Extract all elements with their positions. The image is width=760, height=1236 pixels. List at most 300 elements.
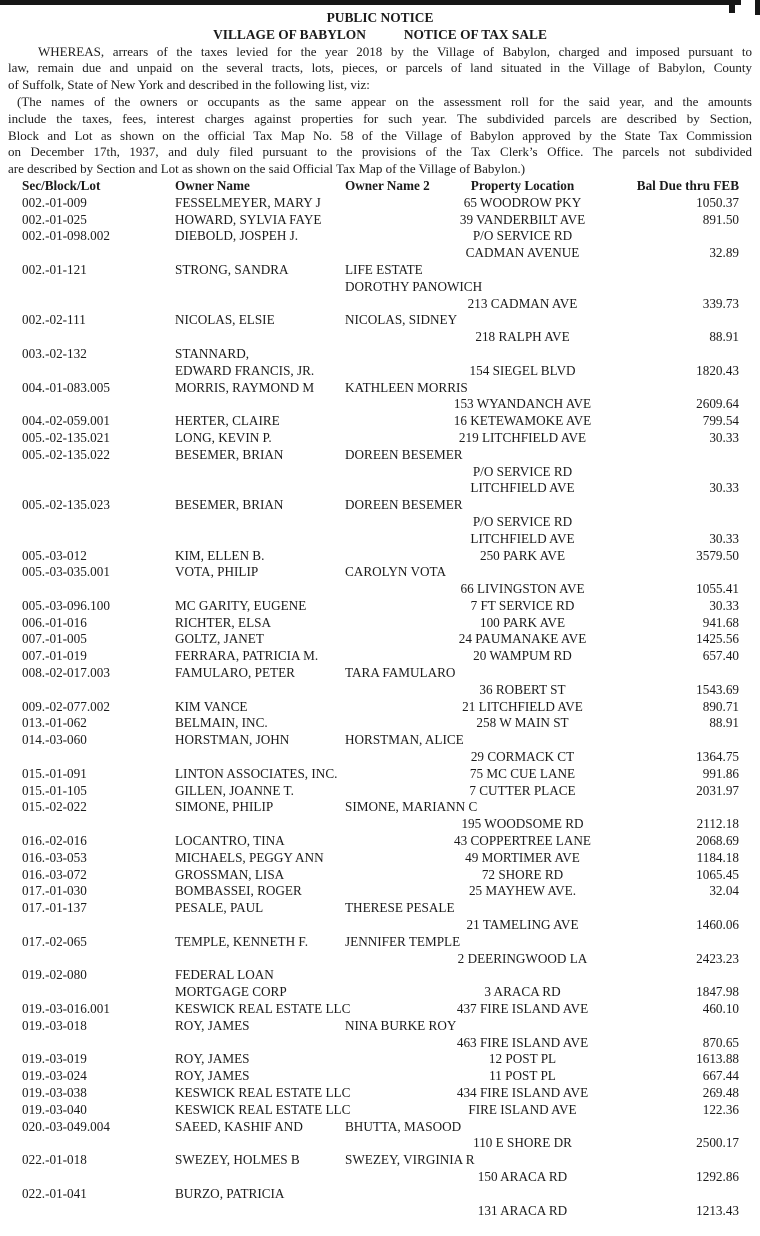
column-header-owner-name-2: Owner Name 2 xyxy=(345,177,430,193)
cell-owner-name-2: BHUTTA, MASOOD xyxy=(345,1118,462,1134)
cell-owner-name-2 xyxy=(345,883,440,900)
cell-owner-name-2 xyxy=(345,648,440,665)
cell-owner-name-2: JENNIFER TEMPLE xyxy=(345,933,461,949)
cell-owner-name: GROSSMAN, LISA xyxy=(175,866,285,882)
cell-sec-block-lot xyxy=(22,1203,175,1220)
cell-property-location: 218 RALPH AVE xyxy=(475,329,570,345)
cell-property-location: 29 CORMACK CT xyxy=(470,749,575,765)
cell-property-location: 25 MAYHEW AVE. xyxy=(468,883,577,899)
cell-owner-name-2 xyxy=(345,1135,440,1152)
cell-owner-name: SIMONE, PHILIP xyxy=(175,799,274,815)
cell-owner-name: GOLTZ, JANET xyxy=(175,631,264,647)
table-row xyxy=(22,749,752,766)
cell-property-location: 16 KETEWAMOKE AVE xyxy=(453,413,592,429)
cell-owner-name-2: KATHLEEN MORRIS xyxy=(345,379,468,395)
cell-sec-block-lot xyxy=(22,480,175,497)
paragraph-line: (The names of the owners or occupants as the same appear on the assessment roll for the said year, and the amounts xyxy=(17,93,752,109)
cell-owner-name-2: DOREEN BESEMER xyxy=(345,497,463,513)
cell-owner-name-2 xyxy=(345,329,440,346)
cell-property-location: 21 LITCHFIELD AVE xyxy=(462,698,583,714)
cell-property-location xyxy=(440,1152,605,1169)
cell-sec-block-lot: 002.-02-111 xyxy=(22,312,86,328)
cell-balance xyxy=(605,1119,752,1136)
cell-owner-name-2 xyxy=(345,1085,440,1102)
cell-sec-block-lot: 019.-03-038 xyxy=(22,1085,87,1100)
table-row xyxy=(22,430,752,447)
cell-balance: 1613.88 xyxy=(696,1051,739,1067)
cell-owner-name: FEDERAL LOAN xyxy=(175,967,274,983)
cell-sec-block-lot: 004.-02-059.001 xyxy=(22,413,110,429)
cell-property-location: 43 COPPERTREE LANE xyxy=(454,833,591,849)
cell-property-location xyxy=(440,1186,605,1203)
table-row xyxy=(22,329,752,346)
table-row xyxy=(22,1035,752,1052)
cell-owner-name: ROY, JAMES xyxy=(175,1068,250,1084)
cell-balance xyxy=(605,497,752,514)
cell-sec-block-lot: 005.-02-135.021 xyxy=(22,429,110,445)
cell-property-location xyxy=(440,279,605,296)
table-row xyxy=(22,883,752,900)
cell-property-location: 150 ARACA RD xyxy=(477,1168,568,1184)
cell-owner-name-2 xyxy=(345,850,440,867)
cell-owner-name: LINTON ASSOCIATES, INC. xyxy=(175,765,338,781)
cell-sec-block-lot xyxy=(22,581,175,598)
clipping-rule-tick xyxy=(729,0,735,13)
cell-owner-name: LOCANTRO, TINA xyxy=(175,833,285,849)
table-row xyxy=(22,447,752,464)
cell-property-location: P/O SERVICE RD xyxy=(472,513,573,529)
cell-owner-name: HOWARD, SYLVIA FAYE xyxy=(175,211,322,227)
cell-owner-name xyxy=(175,682,345,699)
table-row xyxy=(22,1018,752,1035)
cell-sec-block-lot: 002.-01-121 xyxy=(22,261,87,277)
cell-property-location: LITCHFIELD AVE xyxy=(470,530,575,546)
cell-property-location xyxy=(440,1018,605,1035)
cell-property-location: 100 PARK AVE xyxy=(479,614,565,630)
cell-owner-name xyxy=(175,1035,345,1052)
cell-property-location: 154 SIEGEL BLVD xyxy=(469,362,576,378)
table-row xyxy=(22,312,752,329)
cell-owner-name-2 xyxy=(345,228,440,245)
cell-balance: 991.86 xyxy=(702,765,739,781)
cell-owner-name: SAEED, KASHIF AND xyxy=(175,1118,303,1134)
cell-property-location: 11 POST PL xyxy=(489,1068,556,1084)
cell-property-location xyxy=(440,934,605,951)
cell-sec-block-lot xyxy=(22,984,175,1001)
cell-sec-block-lot: 009.-02-077.002 xyxy=(22,698,110,714)
paragraph-line: Block and Lot as shown on the official Tax Map No. 58 of the Village of Babylon approved by the State Tax Commission xyxy=(8,127,752,143)
cell-balance: 460.10 xyxy=(702,1001,739,1017)
tax-sale-table xyxy=(22,178,752,1219)
table-row xyxy=(22,1135,752,1152)
table-row xyxy=(22,665,752,682)
cell-owner-name-2: DOROTHY PANOWICH xyxy=(345,278,483,294)
cell-owner-name-2 xyxy=(345,867,440,884)
cell-owner-name: KESWICK REAL ESTATE LLC xyxy=(175,1001,351,1017)
paragraph-line: of Suffolk, State of New York and described in the following list, viz: xyxy=(8,77,370,93)
cell-property-location: FIRE ISLAND AVE xyxy=(468,1101,577,1117)
whereas-paragraph xyxy=(8,44,752,94)
cell-balance: 30.33 xyxy=(709,597,739,613)
cell-owner-name-2 xyxy=(345,531,440,548)
table-row xyxy=(22,900,752,917)
paragraph-line: include the taxes, fees, interest charges against properties for such year. The subdivided parcels are described by Section, xyxy=(8,110,752,126)
cell-sec-block-lot: 013.-01-062 xyxy=(22,715,87,731)
cell-sec-block-lot: 005.-02-135.022 xyxy=(22,446,110,462)
table-row xyxy=(22,464,752,481)
cell-balance xyxy=(605,312,752,329)
cell-property-location: 72 SHORE RD xyxy=(481,866,564,882)
cell-balance xyxy=(605,799,752,816)
cell-owner-name-2 xyxy=(345,715,440,732)
cell-owner-name-2: SIMONE, MARIANN C xyxy=(345,799,478,815)
cell-sec-block-lot xyxy=(22,531,175,548)
table-row xyxy=(22,497,752,514)
table-row xyxy=(22,346,752,363)
cell-property-location: 437 FIRE ISLAND AVE xyxy=(456,1001,589,1017)
cell-balance: 667.44 xyxy=(702,1068,739,1084)
cell-property-location xyxy=(440,732,605,749)
cell-owner-name: STRONG, SANDRA xyxy=(175,261,289,277)
cell-owner-name-2 xyxy=(345,346,440,363)
cell-property-location xyxy=(440,1119,605,1136)
table-row xyxy=(22,732,752,749)
cell-owner-name-2: CAROLYN VOTA xyxy=(345,564,447,580)
cell-owner-name-2 xyxy=(345,1051,440,1068)
cell-owner-name-2 xyxy=(345,951,440,968)
cell-property-location: LITCHFIELD AVE xyxy=(470,480,575,496)
cell-sec-block-lot: 016.-03-053 xyxy=(22,849,87,865)
cell-sec-block-lot: 005.-03-012 xyxy=(22,547,87,563)
column-header-bal-due-thru-feb: Bal Due thru FEB xyxy=(636,177,739,193)
table-row xyxy=(22,245,752,262)
cell-owner-name-2 xyxy=(345,699,440,716)
cell-owner-name xyxy=(175,396,345,413)
cell-property-location xyxy=(440,346,605,363)
cell-balance: 30.33 xyxy=(709,429,739,445)
cell-owner-name-2 xyxy=(345,480,440,497)
cell-sec-block-lot xyxy=(22,329,175,346)
cell-sec-block-lot: 019.-03-019 xyxy=(22,1051,87,1067)
column-header-owner-name: Owner Name xyxy=(175,177,250,193)
cell-owner-name: NICOLAS, ELSIE xyxy=(175,312,275,328)
cell-sec-block-lot: 016.-03-072 xyxy=(22,866,87,882)
cell-owner-name xyxy=(175,464,345,481)
table-row xyxy=(22,1102,752,1119)
table-row xyxy=(22,917,752,934)
cell-owner-name xyxy=(175,581,345,598)
cell-property-location: 110 E SHORE DR xyxy=(473,1135,572,1151)
cell-owner-name: MC GARITY, EUGENE xyxy=(175,597,307,613)
cell-owner-name-2 xyxy=(345,464,440,481)
subtitle-village-of-babylon: VILLAGE OF BABYLON xyxy=(213,26,366,42)
cell-owner-name: KIM, ELLEN B. xyxy=(175,547,265,563)
cell-owner-name-2 xyxy=(345,783,440,800)
cell-sec-block-lot: 017.-02-065 xyxy=(22,933,87,949)
cell-sec-block-lot: 022.-01-018 xyxy=(22,1152,87,1168)
table-header-row xyxy=(22,178,752,195)
cell-owner-name xyxy=(175,514,345,531)
cell-owner-name-2 xyxy=(345,631,440,648)
cell-owner-name-2 xyxy=(345,1068,440,1085)
cell-property-location: 258 W MAIN ST xyxy=(476,715,569,731)
table-row xyxy=(22,934,752,951)
cell-balance xyxy=(605,346,752,363)
cell-sec-block-lot: 015.-01-105 xyxy=(22,782,87,798)
cell-property-location xyxy=(440,799,605,816)
cell-sec-block-lot: 019.-02-080 xyxy=(22,967,87,983)
cell-balance xyxy=(605,279,752,296)
table-row xyxy=(22,867,752,884)
cell-property-location: 49 MORTIMER AVE xyxy=(465,849,580,865)
cell-owner-name: MICHAELS, PEGGY ANN xyxy=(175,849,324,865)
cell-property-location: P/O SERVICE RD xyxy=(472,228,573,244)
cell-owner-name: BOMBASSEI, ROGER xyxy=(175,883,302,899)
cell-balance: 32.89 xyxy=(709,245,739,261)
cell-balance: 1460.06 xyxy=(696,917,739,933)
cell-owner-name: VOTA, PHILIP xyxy=(175,564,259,580)
table-row xyxy=(22,715,752,732)
cell-sec-block-lot xyxy=(22,1035,175,1052)
cell-balance: 88.91 xyxy=(709,715,739,731)
table-row xyxy=(22,631,752,648)
cell-owner-name xyxy=(175,816,345,833)
cell-sec-block-lot: 019.-03-016.001 xyxy=(22,1001,110,1017)
cell-sec-block-lot xyxy=(22,1135,175,1152)
table-row xyxy=(22,1119,752,1136)
cell-property-location: CADMAN AVENUE xyxy=(465,245,580,261)
clipping-rule-top xyxy=(0,0,741,5)
cell-balance xyxy=(605,1152,752,1169)
table-row xyxy=(22,833,752,850)
cell-property-location: 24 PAUMANAKE AVE xyxy=(458,631,587,647)
cell-sec-block-lot: 008.-02-017.003 xyxy=(22,665,110,681)
cell-balance xyxy=(605,447,752,464)
cell-property-location: 21 TAMELING AVE xyxy=(466,917,579,933)
cell-balance xyxy=(605,1186,752,1203)
table-row xyxy=(22,783,752,800)
cell-owner-name-2 xyxy=(345,766,440,783)
clipping-rule-corner xyxy=(755,0,760,15)
cell-property-location: 153 WYANDANCH AVE xyxy=(453,396,592,412)
cell-balance: 3579.50 xyxy=(696,547,739,563)
cell-balance: 870.65 xyxy=(702,1034,739,1050)
cell-owner-name xyxy=(175,1169,345,1186)
cell-balance: 891.50 xyxy=(702,211,739,227)
subtitle-notice-of-tax-sale: NOTICE OF TAX SALE xyxy=(403,26,547,42)
cell-property-location: 75 MC CUE LANE xyxy=(469,765,576,781)
assessment-roll-paragraph xyxy=(8,94,752,178)
cell-owner-name: FERRARA, PATRICIA M. xyxy=(175,648,319,664)
cell-owner-name-2 xyxy=(345,581,440,598)
cell-property-location: 434 FIRE ISLAND AVE xyxy=(456,1085,589,1100)
cell-owner-name: BESEMER, BRIAN xyxy=(175,497,284,513)
cell-balance xyxy=(605,228,752,245)
table-row xyxy=(22,984,752,1001)
cell-balance: 1364.75 xyxy=(696,749,739,765)
cell-property-location xyxy=(440,312,605,329)
cell-owner-name-2 xyxy=(345,296,440,313)
cell-balance xyxy=(605,380,752,397)
cell-property-location: 2 DEERINGWOOD LA xyxy=(457,950,588,966)
table-row xyxy=(22,816,752,833)
cell-property-location: 213 CADMAN AVE xyxy=(467,295,578,311)
cell-sec-block-lot: 020.-03-049.004 xyxy=(22,1118,110,1134)
cell-owner-name xyxy=(175,329,345,346)
table-row xyxy=(22,228,752,245)
cell-owner-name-2 xyxy=(345,396,440,413)
cell-balance: 2031.97 xyxy=(696,782,739,798)
cell-owner-name-2: HORSTMAN, ALICE xyxy=(345,732,464,748)
cell-sec-block-lot xyxy=(22,951,175,968)
cell-owner-name-2: NINA BURKE ROY xyxy=(345,1017,457,1033)
cell-property-location xyxy=(440,564,605,581)
cell-property-location: 65 WOODROW PKY xyxy=(463,194,582,210)
column-header-property-location: Property Location xyxy=(470,177,575,193)
cell-sec-block-lot: 015.-02-022 xyxy=(22,799,87,815)
cell-property-location xyxy=(440,665,605,682)
table-row xyxy=(22,413,752,430)
cell-property-location: P/O SERVICE RD xyxy=(472,463,573,479)
cell-balance xyxy=(605,564,752,581)
cell-owner-name xyxy=(175,531,345,548)
cell-sec-block-lot: 017.-01-030 xyxy=(22,883,87,899)
table-row xyxy=(22,363,752,380)
cell-property-location: 250 PARK AVE xyxy=(479,547,565,563)
cell-sec-block-lot xyxy=(22,682,175,699)
table-row xyxy=(22,951,752,968)
cell-property-location: 20 WAMPUM RD xyxy=(473,648,572,664)
table-row xyxy=(22,648,752,665)
cell-sec-block-lot: 003.-02-132 xyxy=(22,345,87,361)
cell-owner-name: DIEBOLD, JOSPEH J. xyxy=(175,228,299,244)
cell-owner-name-2 xyxy=(345,1102,440,1119)
cell-owner-name-2 xyxy=(345,212,440,229)
cell-property-location xyxy=(440,900,605,917)
table-row xyxy=(22,531,752,548)
cell-sec-block-lot: 017.-01-137 xyxy=(22,900,87,916)
cell-owner-name: MORRIS, RAYMOND M xyxy=(175,379,315,395)
table-row xyxy=(22,564,752,581)
page-title: PUBLIC NOTICE xyxy=(326,10,434,25)
cell-sec-block-lot: 015.-01-091 xyxy=(22,765,87,781)
cell-owner-name: GILLEN, JOANNE T. xyxy=(175,782,294,798)
cell-sec-block-lot: 019.-03-040 xyxy=(22,1101,87,1117)
cell-sec-block-lot: 007.-01-005 xyxy=(22,631,87,647)
table-row xyxy=(22,1051,752,1068)
cell-sec-block-lot: 002.-01-009 xyxy=(22,194,87,210)
cell-property-location: 12 POST PL xyxy=(488,1051,557,1067)
table-row xyxy=(22,262,752,279)
cell-owner-name-2 xyxy=(345,195,440,212)
paragraph-line: WHEREAS, arrears of the taxes levied for the year 2018 by the Village of Babylon, charged and imposed pursuant to xyxy=(38,43,752,59)
cell-owner-name: KESWICK REAL ESTATE LLC xyxy=(175,1085,351,1100)
cell-sec-block-lot: 005.-03-096.100 xyxy=(22,597,110,613)
cell-sec-block-lot: 019.-03-018 xyxy=(22,1017,87,1033)
cell-property-location: 219 LITCHFIELD AVE xyxy=(458,429,587,445)
cell-balance: 269.48 xyxy=(702,1085,739,1100)
cell-sec-block-lot xyxy=(22,514,175,531)
cell-sec-block-lot xyxy=(22,816,175,833)
cell-balance: 657.40 xyxy=(702,648,739,664)
cell-sec-block-lot: 022.-01-041 xyxy=(22,1185,87,1201)
paragraph-line: law, remain due and unpaid on the several tracts, lots, pieces, or parcels of land situated in the Village of Babylon, County xyxy=(8,60,752,76)
cell-sec-block-lot xyxy=(22,917,175,934)
cell-owner-name: MORTGAGE CORP xyxy=(175,984,287,1000)
cell-property-location: 3 ARACA RD xyxy=(484,984,561,1000)
cell-property-location xyxy=(440,262,605,279)
cell-balance: 1050.37 xyxy=(696,194,739,210)
cell-property-location xyxy=(440,497,605,514)
cell-owner-name-2: THERESE PESALE xyxy=(345,900,455,916)
cell-owner-name: KIM VANCE xyxy=(175,698,248,714)
cell-owner-name: HORSTMAN, JOHN xyxy=(175,732,290,748)
table-row xyxy=(22,598,752,615)
cell-sec-block-lot xyxy=(22,279,175,296)
cell-balance: 941.68 xyxy=(702,614,739,630)
notice-subtitle xyxy=(8,27,752,44)
cell-owner-name: EDWARD FRANCIS, JR. xyxy=(175,362,315,378)
cell-owner-name xyxy=(175,296,345,313)
cell-owner-name: SWEZEY, HOLMES B xyxy=(175,1152,300,1168)
cell-property-location xyxy=(440,447,605,464)
cell-balance: 1425.56 xyxy=(696,631,739,647)
cell-owner-name: BELMAIN, INC. xyxy=(175,715,268,731)
cell-owner-name-2: NICOLAS, SIDNEY xyxy=(345,312,458,328)
cell-balance xyxy=(605,900,752,917)
cell-property-location: 463 FIRE ISLAND AVE xyxy=(456,1034,589,1050)
cell-owner-name-2 xyxy=(345,967,440,984)
cell-owner-name-2 xyxy=(345,816,440,833)
cell-owner-name-2: SWEZEY, VIRGINIA R xyxy=(345,1152,475,1168)
cell-balance: 2500.17 xyxy=(696,1135,739,1151)
cell-owner-name-2 xyxy=(345,1169,440,1186)
table-row xyxy=(22,380,752,397)
cell-property-location xyxy=(440,967,605,984)
cell-owner-name-2 xyxy=(345,615,440,632)
table-row xyxy=(22,212,752,229)
cell-sec-block-lot: 005.-03-035.001 xyxy=(22,564,110,580)
cell-owner-name-2 xyxy=(345,1186,440,1203)
cell-sec-block-lot xyxy=(22,464,175,481)
cell-owner-name-2 xyxy=(345,1203,440,1220)
cell-sec-block-lot: 007.-01-019 xyxy=(22,648,87,664)
cell-balance: 1184.18 xyxy=(696,849,739,865)
cell-property-location: 36 ROBERT ST xyxy=(479,681,566,697)
cell-owner-name-2 xyxy=(345,682,440,699)
table-row xyxy=(22,1186,752,1203)
table-body xyxy=(22,195,752,1220)
table-row xyxy=(22,1152,752,1169)
cell-owner-name-2 xyxy=(345,598,440,615)
cell-sec-block-lot: 016.-02-016 xyxy=(22,833,87,849)
cell-sec-block-lot: 002.-01-025 xyxy=(22,211,87,227)
cell-owner-name xyxy=(175,279,345,296)
cell-owner-name: ROY, JAMES xyxy=(175,1051,250,1067)
cell-balance: 32.04 xyxy=(709,883,739,899)
cell-sec-block-lot xyxy=(22,749,175,766)
cell-sec-block-lot xyxy=(22,296,175,313)
cell-owner-name-2 xyxy=(345,413,440,430)
cell-balance: 1292.86 xyxy=(696,1168,739,1184)
table-row xyxy=(22,548,752,565)
cell-owner-name-2 xyxy=(345,1035,440,1052)
cell-balance: 2112.18 xyxy=(696,816,739,832)
cell-balance xyxy=(605,732,752,749)
table-row xyxy=(22,195,752,212)
table-row xyxy=(22,296,752,313)
cell-sec-block-lot xyxy=(22,1169,175,1186)
